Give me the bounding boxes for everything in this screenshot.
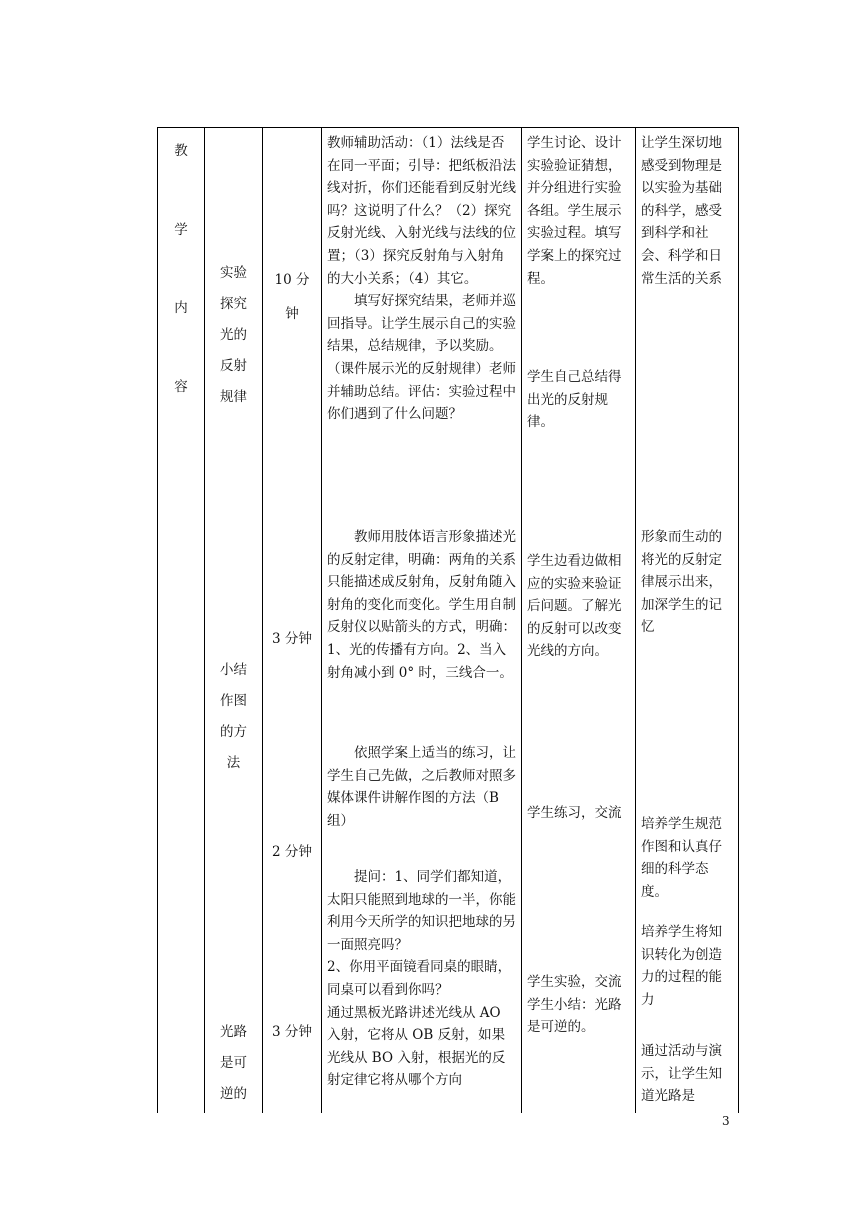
teacher-activity-block-1: [327, 132, 517, 426]
design-intent-text: 培养学生规范作图和认真仔细的科学态度。: [641, 816, 722, 900]
teacher-activity-block-4: [327, 866, 517, 1092]
design-intent-block-3: [641, 813, 733, 903]
page-number: 3: [722, 1114, 730, 1128]
column-divider: [635, 128, 636, 1113]
student-activity-text: 学生实验，交流: [527, 974, 622, 990]
student-activity-block-3: [527, 550, 631, 663]
teacher-activity-block-3: [327, 742, 517, 832]
teacher-activity-text: 依照学案上适当的练习，让学生自己先做，之后教师对照多媒体课件讲解作图的方法（B 组）: [327, 745, 516, 829]
section-summary-drawing: 小结 作图 的方 法: [220, 662, 247, 771]
design-intent-text: 形象而生动的将光的反射定律展示出来，加深学生的记忆: [641, 529, 722, 636]
design-intent-text: 通过活动与演示，让学生知道光路是: [641, 1043, 722, 1105]
section-experiment: 实验 探究 光的 反射 规律: [220, 265, 247, 405]
student-activity-text: 学生小结：光路是可逆的。: [527, 996, 622, 1036]
design-intent-block-5: [641, 1040, 733, 1108]
lesson-plan-table: [157, 127, 739, 1113]
time-2min: 2 分钟: [272, 844, 312, 860]
student-activity-text: 学生自己总结得出光的反射规律。: [527, 369, 622, 431]
teacher-activity-text: （课件展示光的反射规律）老师并辅助总结。评估：实验过程中你们遇到了什么问题？: [327, 360, 516, 423]
design-intent-block-2: [641, 526, 733, 639]
design-intent-text: 培养学生将知识转化为创造力的过程的能力: [641, 924, 722, 1008]
student-activity-block-5: [527, 971, 631, 1039]
design-intent-block-4: [641, 921, 733, 1011]
teaching-content-label: 教 学 内 容: [174, 143, 188, 395]
column-divider: [321, 128, 322, 1113]
student-activity-block-2: [527, 366, 631, 434]
teacher-activity-text: 教师辅助活动：（1）法线是否在同一平面；引导：把纸板沿法线对折，你们还能看到反射光线吗？这说明了什么？（2）探究反射光线、入射光线与法线的位置；（3）探究反射角与入射角的大小关系；（4）其它。: [327, 135, 516, 287]
student-activity-block-4: [527, 802, 631, 825]
teacher-activity-text: 教师用肢体语言形象描述光的反射定律，明确：两角的关系只能描述成反射角，反射角随入射角的变化而变化。学生用自制反射仪以贴箭头的方式，明确：1、光的传播有方向。2、当入射角减小到 0° 时，三线合一。: [327, 529, 516, 681]
section-reversible-path: 光路 是可 逆的: [220, 1024, 247, 1102]
teacher-activity-text: 填写好探究结果，老师并巡回指导。让学生展示自己的实验结果，总结规律，予以奖励。: [327, 293, 516, 355]
student-activity-text: 学生练习，交流: [527, 805, 622, 821]
student-activity-text: 学生边看边做相应的实验来验证后问题。了解光的反射可以改变光线的方向。: [527, 553, 622, 660]
teacher-activity-text: 通过黑板光路讲述光线从 AO 入射，它将从 OB 反射，如果光线从 BO 入射，根据光的反射定律它将从哪个方向: [327, 1004, 506, 1089]
time-3min: 3 分钟: [272, 631, 312, 647]
time-10min: 10 分 钟: [274, 272, 310, 322]
column-divider: [521, 128, 522, 1113]
student-activity-block-1: [527, 132, 631, 290]
design-intent-text: 让学生深切地感受到物理是以实验为基础的科学，感受到科学和社会、科学和日常生活的关系: [641, 135, 722, 287]
student-activity-text: 学生讨论、设计实验验证猜想，并分组进行实验各组。学生展示实验过程。填写学案上的探究过程。: [527, 135, 622, 287]
teacher-activity-text: 2、你用平面镜看同桌的眼睛，同桌可以看到你吗？: [327, 959, 512, 998]
design-intent-block-1: [641, 132, 733, 290]
teacher-activity-block-2: [327, 526, 517, 684]
teacher-activity-text: 提问：1、同学们都知道，太阳只能照到地球的一半，你能利用今天所学的知识把地球的另一面照亮吗？: [327, 869, 516, 953]
time-3min-2: 3 分钟: [272, 1024, 312, 1040]
